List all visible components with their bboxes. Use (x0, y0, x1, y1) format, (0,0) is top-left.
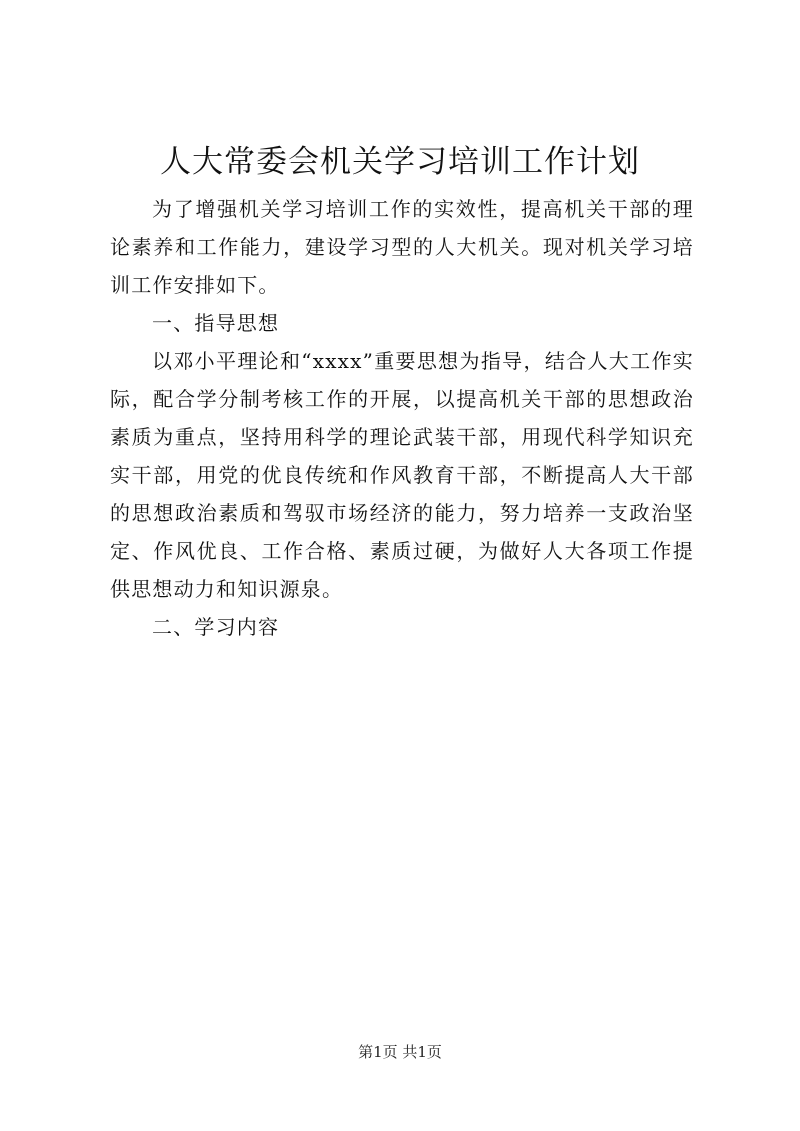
document-title: 人大常委会机关学习培训工作计划 (160, 144, 640, 180)
document-body (110, 190, 694, 646)
intro-paragraph: 为了增强机关学习培训工作的实效性，提高机关干部的理论素养和工作能力，建设学习型的人大机关。现对机关学习培训工作安排如下。 (110, 197, 694, 297)
guiding-ideology-paragraph: 以邓小平理论和“xxxx”重要思想为指导，结合人大工作实际，配合学分制考核工作的开展，以提高机关干部的思想政治素质为重点，坚持用科学的理论武装干部，用现代科学知识充实干部，用党的优良传统和作风教育干部，不断提高人大干部的思想政治素质和驾驭市场经济的能力，努力培养一支政治坚定、作风优良、工作合格、素质过硬，为做好人大各项工作提供思想动力和知识源泉。 (110, 349, 694, 601)
page-footer: 第1页 共1页 (358, 1043, 442, 1061)
section-heading-guiding-ideology: 一、指导思想 (152, 311, 280, 335)
section-heading-study-content: 二、学习内容 (152, 615, 280, 639)
